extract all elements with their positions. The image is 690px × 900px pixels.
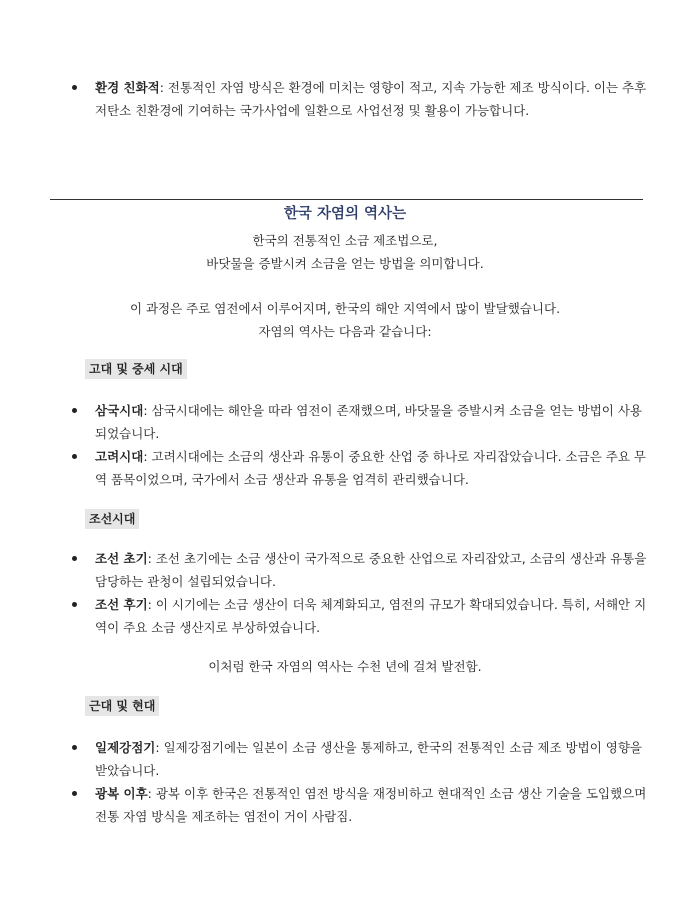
list-item <box>0 547 690 593</box>
intro-line: 자염의 역사는 다음과 같습니다: <box>258 324 432 339</box>
intro-line: 바닷물을 증발시켜 소금을 얻는 방법을 의미합니다. <box>206 256 484 271</box>
item-text: : 조선 초기에는 소금 생산이 국가적으로 중요한 산업으로 자리잡았고, 소금의 생산과 유통을 담당하는 관청이 설립되었습니다. <box>95 551 647 589</box>
intro-list <box>0 76 690 122</box>
list-item <box>0 399 690 445</box>
item-text: : 고려시대에는 소금의 생산과 유통이 중요한 산업 중 하나로 자리잡았습니다. 소금은 주요 무역 품목이었으며, 국가에서 소금 생산과 유통을 엄격히 관리했습니다. <box>95 449 646 487</box>
item-term: 삼국시대 <box>95 403 144 418</box>
item-term: 환경 친화적 <box>95 80 160 95</box>
item-term: 광복 이후 <box>95 786 148 801</box>
list-item <box>0 782 690 828</box>
closing-sentence: 이처럼 한국 자염의 역사는 수천 년에 걸쳐 발전함. <box>208 659 482 674</box>
list-item <box>0 76 690 122</box>
intro-section <box>0 76 690 122</box>
list-item <box>0 445 690 491</box>
list-item <box>0 736 690 782</box>
horizontal-divider <box>50 199 643 200</box>
list-item <box>0 593 690 639</box>
intro-paragraph <box>0 229 690 275</box>
item-text: : 삼국시대에는 해안을 따라 염전이 존재했으며, 바닷물을 증발시켜 소금을 얻는 방법이 사용되었습니다. <box>95 403 642 441</box>
section-list <box>0 399 690 491</box>
section-list <box>0 736 690 828</box>
item-term: 일제강점기 <box>95 740 156 755</box>
document-title: 한국 자염의 역사는 <box>283 206 407 222</box>
item-term: 조선 초기 <box>95 551 148 566</box>
item-text: : 광복 이후 한국은 전통적인 염전 방식을 재정비하고 현대적인 소금 생산 기술을 도입했으며 전통 자염 방식을 제조하는 염전이 거이 사람짐. <box>95 786 647 824</box>
section-heading: 근대 및 현대 <box>85 696 159 716</box>
section-heading: 조선시대 <box>85 509 139 529</box>
item-text: : 이 시기에는 소금 생산이 더욱 체계화되고, 염전의 규모가 확대되었습니다. 특히, 서해안 지역이 주요 소금 생산지로 부상하였습니다. <box>95 597 647 635</box>
item-text: : 일제강점기에는 일본이 소금 생산을 통제하고, 한국의 전통적인 소금 제조 방법이 영향을 받았습니다. <box>95 740 642 778</box>
section-list <box>0 547 690 639</box>
item-text: : 전통적인 자염 방식은 환경에 미치는 영향이 적고, 지속 가능한 제조 방식이다. 이는 추후 저탄소 친환경에 기여하는 국가사업에 일환으로 사업선정 및 활용이 가능합니다. <box>95 80 647 118</box>
section-heading: 고대 및 중세 시대 <box>85 359 187 379</box>
intro-line: 한국의 전통적인 소금 제조법으로, <box>252 233 438 248</box>
intro-paragraph-2 <box>0 297 690 343</box>
item-term: 조선 후기 <box>95 597 148 612</box>
intro-line: 이 과정은 주로 염전에서 이루어지며, 한국의 해안 지역에서 많이 발달했습니다. <box>129 301 561 316</box>
item-term: 고려시대 <box>95 449 144 464</box>
